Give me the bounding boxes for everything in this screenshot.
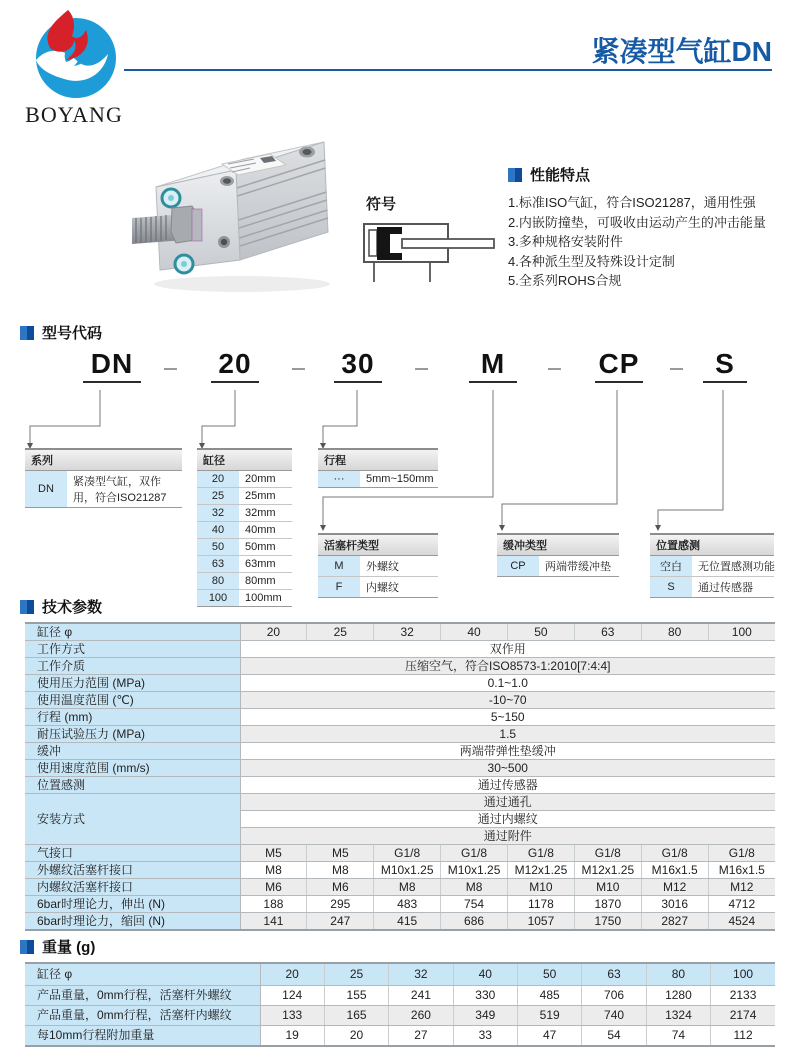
value-cell: 两端带弹性垫缓冲 <box>240 743 775 760</box>
value-cell: 通过内螺纹 <box>240 811 775 828</box>
code-row <box>197 488 292 505</box>
value-cell: 4712 <box>708 896 775 913</box>
section-bullet-icon <box>508 168 522 182</box>
value-cell: -10~70 <box>240 692 775 709</box>
value-cell: 25 <box>324 963 388 986</box>
desc-cell: 40mm <box>245 524 276 536</box>
value-cell: 740 <box>582 1006 646 1026</box>
feature-item: 4.各种派生型及特殊设计定制 <box>508 253 675 269</box>
value-cell: 124 <box>260 986 324 1006</box>
value-cell: 1280 <box>646 986 710 1006</box>
desc-cell: 20mm <box>245 473 276 485</box>
cushion-table-header: 缓冲类型 <box>497 533 619 556</box>
boyang-logo <box>16 8 136 104</box>
value-cell: G1/8 <box>641 845 708 862</box>
desc-cell: 两端带缓冲垫 <box>545 561 611 573</box>
value-cell: 32 <box>389 963 453 986</box>
code-cell: 空白 <box>650 556 692 576</box>
value-cell: M16x1.5 <box>708 862 775 879</box>
value-cell: 32 <box>374 623 441 641</box>
value-cell: 20 <box>240 623 307 641</box>
value-cell: 100 <box>708 623 775 641</box>
row-label: 6bar时理论力，缩回 (N) <box>25 913 240 931</box>
value-cell: G1/8 <box>708 845 775 862</box>
value-cell: 260 <box>389 1006 453 1026</box>
code-row <box>197 522 292 539</box>
value-cell: 2174 <box>711 1006 775 1026</box>
desc-cell: 5mm~150mm <box>366 473 434 485</box>
tech-row <box>25 777 775 794</box>
code-cell: 20 <box>197 471 239 487</box>
series-table-header: 系列 <box>25 448 182 471</box>
row-label: 缓冲 <box>25 743 240 760</box>
value-cell: 188 <box>240 896 307 913</box>
feature-list <box>508 193 798 291</box>
row-label: 缸径 φ <box>25 963 260 986</box>
code-cell: 40 <box>197 522 239 538</box>
desc-cell: 无位置感测功能 <box>698 561 775 573</box>
value-cell: 754 <box>441 896 508 913</box>
desc-cell: 50mm <box>245 541 276 553</box>
code-cell: F <box>318 577 360 597</box>
value-cell: M12 <box>708 879 775 896</box>
value-cell: 63 <box>574 623 641 641</box>
code-row <box>650 556 774 577</box>
row-label: 使用压力范围 (MPa) <box>25 675 240 692</box>
value-cell: 压缩空气，符合ISO8573-1:2010[7:4:4] <box>240 658 775 675</box>
model-code-segment: 20 <box>211 348 259 383</box>
value-cell: 80 <box>646 963 710 986</box>
code-row <box>318 556 438 577</box>
code-row <box>197 471 292 488</box>
value-cell: M16x1.5 <box>641 862 708 879</box>
stroke-table-header: 行程 <box>318 448 438 471</box>
series-code-table <box>25 448 182 508</box>
symbol-label: 符号 <box>366 196 397 213</box>
value-cell: 133 <box>260 1006 324 1026</box>
tech-row <box>25 845 775 862</box>
tech-title: 技术参数 <box>42 599 103 616</box>
row-label: 6bar时理论力，伸出 (N) <box>25 896 240 913</box>
tech-parameters-table <box>25 622 775 931</box>
code-separator <box>164 368 177 370</box>
desc-cell: 外螺纹 <box>366 561 399 573</box>
desc-cell: 32mm <box>245 507 276 519</box>
value-cell: 100 <box>711 963 775 986</box>
weight-row <box>25 963 775 986</box>
code-row <box>318 471 438 488</box>
value-cell: M8 <box>441 879 508 896</box>
value-cell: 0.1~1.0 <box>240 675 775 692</box>
rod-table-header: 活塞杆类型 <box>318 533 438 556</box>
value-cell: 20 <box>260 963 324 986</box>
desc-cell: 25mm <box>245 490 276 502</box>
rod-type-code-table <box>318 533 438 598</box>
code-cell: ··· <box>318 471 360 487</box>
value-cell: 1178 <box>508 896 575 913</box>
pneumatic-symbol <box>354 214 504 286</box>
value-cell: 686 <box>441 913 508 931</box>
value-cell: 74 <box>646 1026 710 1047</box>
value-cell: 40 <box>441 623 508 641</box>
code-cell: 32 <box>197 505 239 521</box>
row-label: 产品重量，0mm行程，活塞杆内螺纹 <box>25 1006 260 1026</box>
value-cell: 54 <box>582 1026 646 1047</box>
value-cell: G1/8 <box>441 845 508 862</box>
value-cell: 5~150 <box>240 709 775 726</box>
value-cell: 19 <box>260 1026 324 1047</box>
code-cell: 25 <box>197 488 239 504</box>
desc-cell: 紧凑型气缸，双作用，符合ISO21287 <box>73 476 167 504</box>
value-cell: 63 <box>582 963 646 986</box>
value-cell: 1870 <box>574 896 641 913</box>
value-cell: 4524 <box>708 913 775 931</box>
bore-code-table <box>197 448 292 607</box>
value-cell: 241 <box>389 986 453 1006</box>
value-cell: 295 <box>307 896 374 913</box>
value-cell: 20 <box>324 1026 388 1047</box>
feature-item: 1.标准ISO气缸，符合ISO21287，通用性强 <box>508 195 756 210</box>
tech-row <box>25 862 775 879</box>
weight-row <box>25 1026 775 1047</box>
value-cell: 155 <box>324 986 388 1006</box>
value-cell: M6 <box>307 879 374 896</box>
value-cell: 1057 <box>508 913 575 931</box>
value-cell: M12 <box>641 879 708 896</box>
code-row <box>650 577 774 598</box>
value-cell: 349 <box>453 1006 517 1026</box>
page-title: 紧凑型气缸DN <box>591 36 772 67</box>
value-cell: 141 <box>240 913 307 931</box>
sensing-code-table <box>650 533 774 598</box>
value-cell: M5 <box>240 845 307 862</box>
tech-section-header <box>20 596 102 617</box>
code-cell: 80 <box>197 573 239 589</box>
product-photo <box>124 112 342 300</box>
code-cell: S <box>650 577 692 597</box>
desc-cell: 63mm <box>245 558 276 570</box>
value-cell: M12x1.25 <box>508 862 575 879</box>
row-label: 工作方式 <box>25 641 240 658</box>
code-separator <box>415 368 428 370</box>
value-cell: M5 <box>307 845 374 862</box>
tech-row <box>25 692 775 709</box>
weight-row <box>25 1006 775 1026</box>
tech-row <box>25 760 775 777</box>
weight-table <box>25 962 775 1047</box>
cushion-code-table <box>497 533 619 577</box>
model-code-section-header <box>20 322 102 343</box>
value-cell: 47 <box>518 1026 582 1047</box>
weight-row <box>25 986 775 1006</box>
value-cell: 50 <box>508 623 575 641</box>
value-cell: 40 <box>453 963 517 986</box>
value-cell: M8 <box>307 862 374 879</box>
features-title: 性能特点 <box>530 167 591 184</box>
weight-section-header <box>20 936 95 957</box>
code-cell: M <box>318 556 360 576</box>
row-label: 内螺纹活塞杆接口 <box>25 879 240 896</box>
value-cell: 519 <box>518 1006 582 1026</box>
value-cell: M10x1.25 <box>374 862 441 879</box>
bore-table-header: 缸径 <box>197 448 292 471</box>
model-code-title: 型号代码 <box>42 325 103 342</box>
tech-row <box>25 743 775 760</box>
stroke-code-table <box>318 448 438 488</box>
code-cell: 50 <box>197 539 239 555</box>
tech-row <box>25 623 775 641</box>
feature-item: 5.全系列ROHS合规 <box>508 273 622 288</box>
value-cell: 33 <box>453 1026 517 1047</box>
code-row <box>497 556 619 577</box>
code-row <box>197 573 292 590</box>
model-code-segment: M <box>469 348 517 383</box>
code-cell: 63 <box>197 556 239 572</box>
value-cell: 3016 <box>641 896 708 913</box>
feature-item: 3.多种规格安装附件 <box>508 234 623 249</box>
value-cell: M10 <box>574 879 641 896</box>
value-cell: 通过传感器 <box>240 777 775 794</box>
value-cell: 2827 <box>641 913 708 931</box>
model-code-segment: S <box>703 348 747 383</box>
code-cell: 100 <box>197 590 239 606</box>
model-code-segment: DN <box>83 348 141 383</box>
code-cell: CP <box>497 556 539 576</box>
value-cell: 483 <box>374 896 441 913</box>
value-cell: M8 <box>374 879 441 896</box>
row-label: 安装方式 <box>25 794 240 845</box>
tech-row <box>25 726 775 743</box>
tech-row <box>25 879 775 896</box>
value-cell: 247 <box>307 913 374 931</box>
code-row <box>318 577 438 598</box>
value-cell: 通过附件 <box>240 828 775 845</box>
value-cell: M12x1.25 <box>574 862 641 879</box>
desc-cell: 通过传感器 <box>698 582 753 594</box>
code-separator <box>670 368 683 370</box>
value-cell: M10 <box>508 879 575 896</box>
value-cell: G1/8 <box>508 845 575 862</box>
tech-row <box>25 794 775 811</box>
row-label: 行程 (mm) <box>25 709 240 726</box>
code-separator <box>292 368 305 370</box>
value-cell: G1/8 <box>374 845 441 862</box>
sensing-table-header: 位置感测 <box>650 533 774 556</box>
value-cell: 通过通孔 <box>240 794 775 811</box>
tech-row <box>25 896 775 913</box>
tech-row <box>25 658 775 675</box>
value-cell: 330 <box>453 986 517 1006</box>
value-cell: M6 <box>240 879 307 896</box>
value-cell: M8 <box>240 862 307 879</box>
feature-item: 2.内嵌防撞垫，可吸收由运动产生的冲击能量 <box>508 214 766 230</box>
section-bullet-icon <box>20 326 34 340</box>
section-bullet-icon <box>20 600 34 614</box>
header-divider <box>124 69 772 71</box>
value-cell: 112 <box>711 1026 775 1047</box>
features-header <box>508 164 798 185</box>
row-label: 每10mm行程附加重量 <box>25 1026 260 1047</box>
value-cell: 485 <box>518 986 582 1006</box>
value-cell: 1.5 <box>240 726 775 743</box>
value-cell: 2133 <box>711 986 775 1006</box>
value-cell: 415 <box>374 913 441 931</box>
code-row <box>197 539 292 556</box>
row-label: 使用温度范围 (℃) <box>25 692 240 709</box>
row-label: 缸径 φ <box>25 623 240 641</box>
desc-cell: 100mm <box>245 592 282 604</box>
tech-row <box>25 913 775 931</box>
code-row <box>197 505 292 522</box>
model-code-segment: CP <box>595 348 643 383</box>
brand-name: BOYANG <box>25 102 123 127</box>
tech-row <box>25 675 775 692</box>
code-separator <box>548 368 561 370</box>
desc-cell: 80mm <box>245 575 276 587</box>
value-cell: 706 <box>582 986 646 1006</box>
value-cell: 50 <box>518 963 582 986</box>
code-row <box>197 556 292 573</box>
value-cell: 30~500 <box>240 760 775 777</box>
value-cell: 25 <box>307 623 374 641</box>
tech-row <box>25 641 775 658</box>
desc-cell: 内螺纹 <box>366 582 399 594</box>
row-label: 使用速度范围 (mm/s) <box>25 760 240 777</box>
value-cell: 80 <box>641 623 708 641</box>
value-cell: G1/8 <box>574 845 641 862</box>
section-bullet-icon <box>20 940 34 954</box>
row-label: 产品重量，0mm行程，活塞杆外螺纹 <box>25 986 260 1006</box>
value-cell: 1750 <box>574 913 641 931</box>
weight-title: 重量 (g) <box>42 939 96 956</box>
code-row <box>197 590 292 607</box>
code-cell: DN <box>25 471 67 507</box>
tech-row <box>25 709 775 726</box>
value-cell: 双作用 <box>240 641 775 658</box>
row-label: 外螺纹活塞杆接口 <box>25 862 240 879</box>
code-row <box>25 471 182 508</box>
model-code-segment: 30 <box>334 348 382 383</box>
value-cell: M10x1.25 <box>441 862 508 879</box>
value-cell: 27 <box>389 1026 453 1047</box>
row-label: 工作介质 <box>25 658 240 675</box>
value-cell: 1324 <box>646 1006 710 1026</box>
value-cell: 165 <box>324 1006 388 1026</box>
row-label: 耐压试验压力 (MPa) <box>25 726 240 743</box>
row-label: 位置感测 <box>25 777 240 794</box>
features-section <box>508 164 798 291</box>
row-label: 气接口 <box>25 845 240 862</box>
